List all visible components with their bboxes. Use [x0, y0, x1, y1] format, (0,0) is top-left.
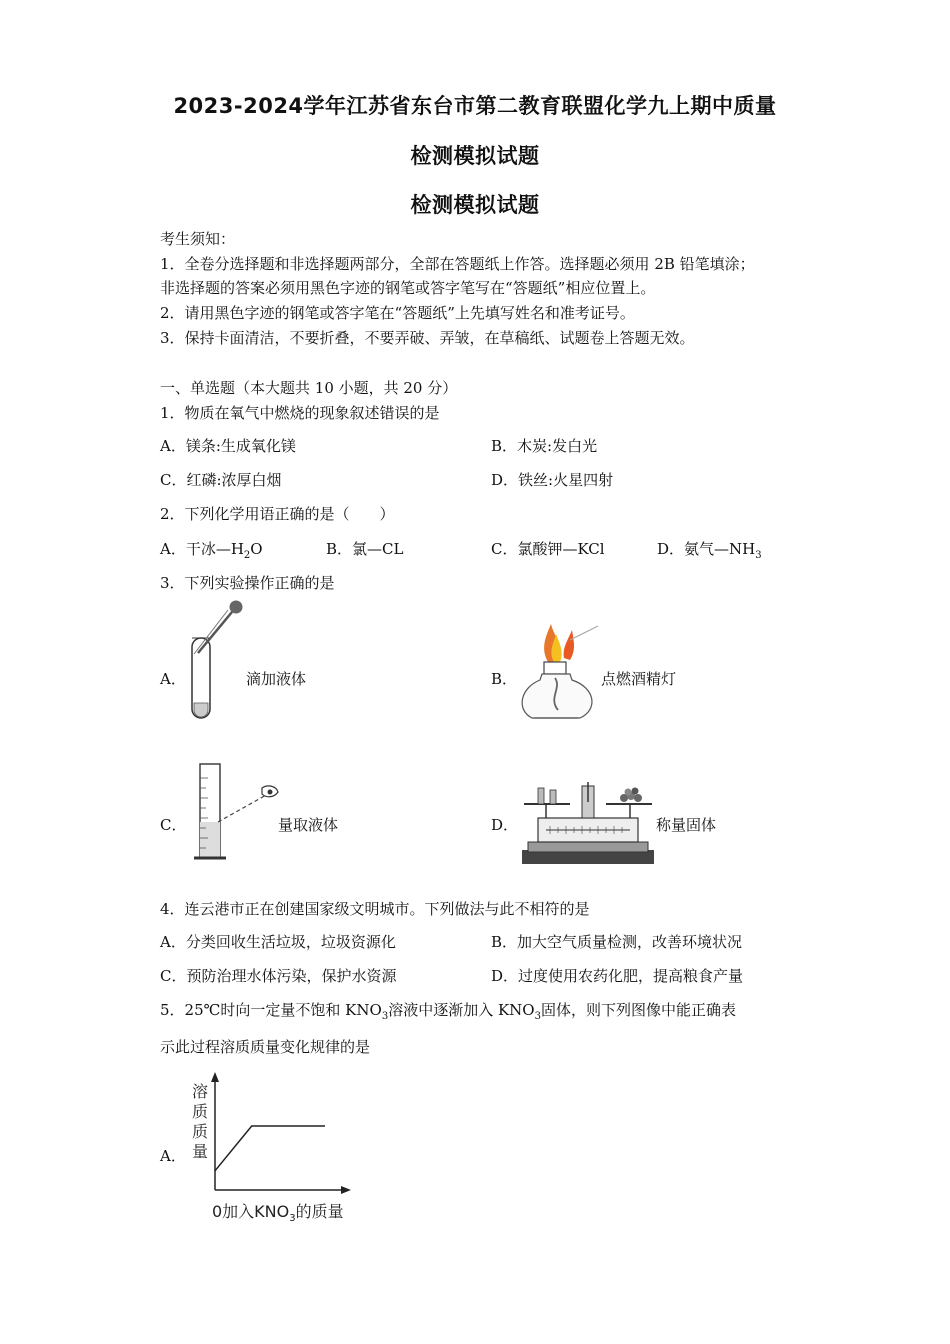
q2-option-b: B．氯—CL [326, 540, 404, 558]
q5-option-a-letter: A． [160, 1147, 186, 1165]
notice-item-2: 2．请用黑色字迹的钢笔或答字笔在“答题纸”上先填写姓名和准考证号。 [160, 304, 635, 322]
exam-title-line1: 2023-2024学年江苏省东台市第二教育联盟化学九上期中质量 [173, 94, 777, 118]
q1-option-b: B．木炭:发白光 [491, 437, 598, 455]
q2-option-d: D．氨气$—NH_3$ [657, 540, 762, 561]
q3-option-b-letter: B． [491, 670, 518, 688]
solute-mass-chart [205, 1070, 355, 1195]
q1-option-a: A．镁条:生成氧化镁 [160, 437, 296, 455]
q3-b-caption: 点燃酒精灯 [601, 670, 677, 688]
chart-y-label: 溶 质 质 量 [192, 1082, 209, 1161]
q1-option-d: D．铁丝:火星四射 [491, 471, 614, 489]
notice-heading: 考生须知： [160, 230, 236, 248]
q2-stem: 2．下列化学用语正确的是（ ） [160, 505, 395, 523]
q3-option-d-letter: D． [491, 816, 519, 834]
q2-option-a: A．干冰$—H_2O$ [160, 540, 263, 561]
q3-option-c-letter: C． [160, 816, 187, 834]
q4-option-c: C．预防治理水体污染，保护水资源 [160, 967, 397, 985]
q3-c-caption: 量取液体 [278, 816, 339, 834]
chart-series-line [215, 1126, 325, 1171]
q3-stem: 3．下列实验操作正确的是 [160, 574, 335, 592]
exam-title-line3: 检测模拟试题 [410, 193, 540, 217]
measuring-cylinder-figure [188, 758, 288, 868]
q1-option-c: C．红磷:浓厚白烟 [160, 471, 282, 489]
chart-y-axis-arrow [211, 1072, 219, 1082]
q4-option-d: D．过度使用农药化肥，提高粮食产量 [491, 967, 744, 985]
q2-option-c: C．氯酸钾—KCl [491, 540, 605, 558]
q4-stem: 4．连云港市正在创建国家级文明城市。下列做法与此不相符的是 [160, 900, 590, 918]
chart-x-axis-arrow [341, 1186, 351, 1194]
notice-item-1a: 1．全卷分选择题和非选择题两部分，全部在答题纸上作答。选择题必须用 2B 铅笔填涂； [160, 255, 755, 273]
q4-option-b: B．加大空气质量检测，改善环境状况 [491, 933, 743, 951]
notice-item-3: 3．保持卡面清洁，不要折叠，不要弄破、弄皱，在草稿纸、试题卷上答题无效。 [160, 329, 695, 347]
section-heading: 一、单选题（本大题共 10 小题，共 20 分） [160, 379, 458, 397]
exam-title-line2: 检测模拟试题 [410, 144, 540, 168]
q4-option-a: A．分类回收生活垃圾，垃圾资源化 [160, 933, 396, 951]
notice-item-1b: 非选择题的答案必须用黑色字迹的钢笔或答字笔写在“答题纸”相应位置上。 [160, 279, 656, 297]
q3-d-caption: 称量固体 [656, 816, 717, 834]
alcohol-lamp-figure [518, 618, 603, 724]
q3-option-a-letter: A． [160, 670, 186, 688]
q5-stem-line1: 5．25℃时向一定量不饱和 $KNO_3$溶液中逐渐加入 $KNO_3$固体，则下列图像中能正确表 [160, 1001, 736, 1022]
chart-x-label: 0加入$KNO_3$的质量 [212, 1202, 344, 1225]
dropper-test-tube-figure [180, 598, 250, 723]
balance-figure [518, 780, 658, 868]
q1-stem: 1．物质在氧气中燃烧的现象叙述错误的是 [160, 404, 440, 422]
q5-stem-line2: 示此过程溶质质量变化规律的是 [160, 1038, 371, 1056]
q3-a-caption: 滴加液体 [246, 670, 307, 688]
